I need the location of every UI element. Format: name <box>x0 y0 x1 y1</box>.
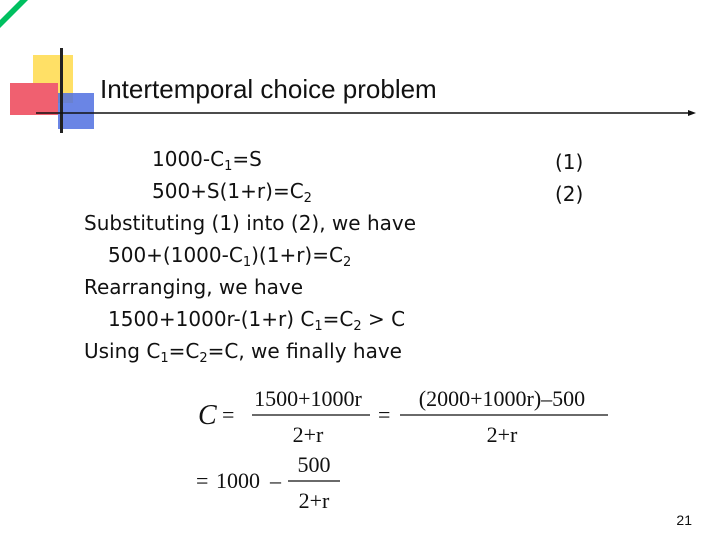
page-number: 21 <box>676 512 692 528</box>
formula-eq-1: = <box>222 402 235 427</box>
equation-line-3: $500+(1000-C_1)(1+r)=C_2$ <box>108 243 352 270</box>
fraction-2-numerator: (2000+1000r)–500 <box>418 386 586 411</box>
text-line-rearranging: Rearranging, we have <box>84 275 304 299</box>
final-formula <box>190 378 630 518</box>
formula-eq-2: = <box>378 402 391 427</box>
fraction-3-denominator: 2+r <box>298 488 330 513</box>
equation-line-2: $500+S(1+r)=C_2$ <box>152 179 312 206</box>
fraction-1-denominator: 2+r <box>292 422 324 447</box>
equation-line-4: 1500+1000r-(1+r) $C_1=C_2 > C$ <box>108 307 406 334</box>
text-line-substituting: Substituting (1) into (2), we have <box>84 211 417 235</box>
equation-line-1: $1000-C_1=S$ <box>152 147 262 174</box>
fraction-3-numerator: 500 <box>297 452 331 477</box>
equation-number-2: (2) <box>555 182 584 206</box>
fraction-2-denominator: 2+r <box>486 422 518 447</box>
formula-constant: 1000 <box>216 468 260 493</box>
slide-title: Intertemporal choice problem <box>100 74 437 104</box>
formula-eq-3: = <box>196 468 209 493</box>
corner-triangle <box>0 0 30 30</box>
fraction-1-numerator: 1500+1000r <box>254 386 362 411</box>
text-line-using: Using $C_1=C_2=C$, we finally have <box>84 339 402 366</box>
formula-lhs: C <box>198 400 217 431</box>
formula-minus: – <box>270 468 281 493</box>
equation-number-1: (1) <box>555 150 584 174</box>
title-underline <box>36 110 696 116</box>
decor-vertical-line <box>60 48 63 133</box>
